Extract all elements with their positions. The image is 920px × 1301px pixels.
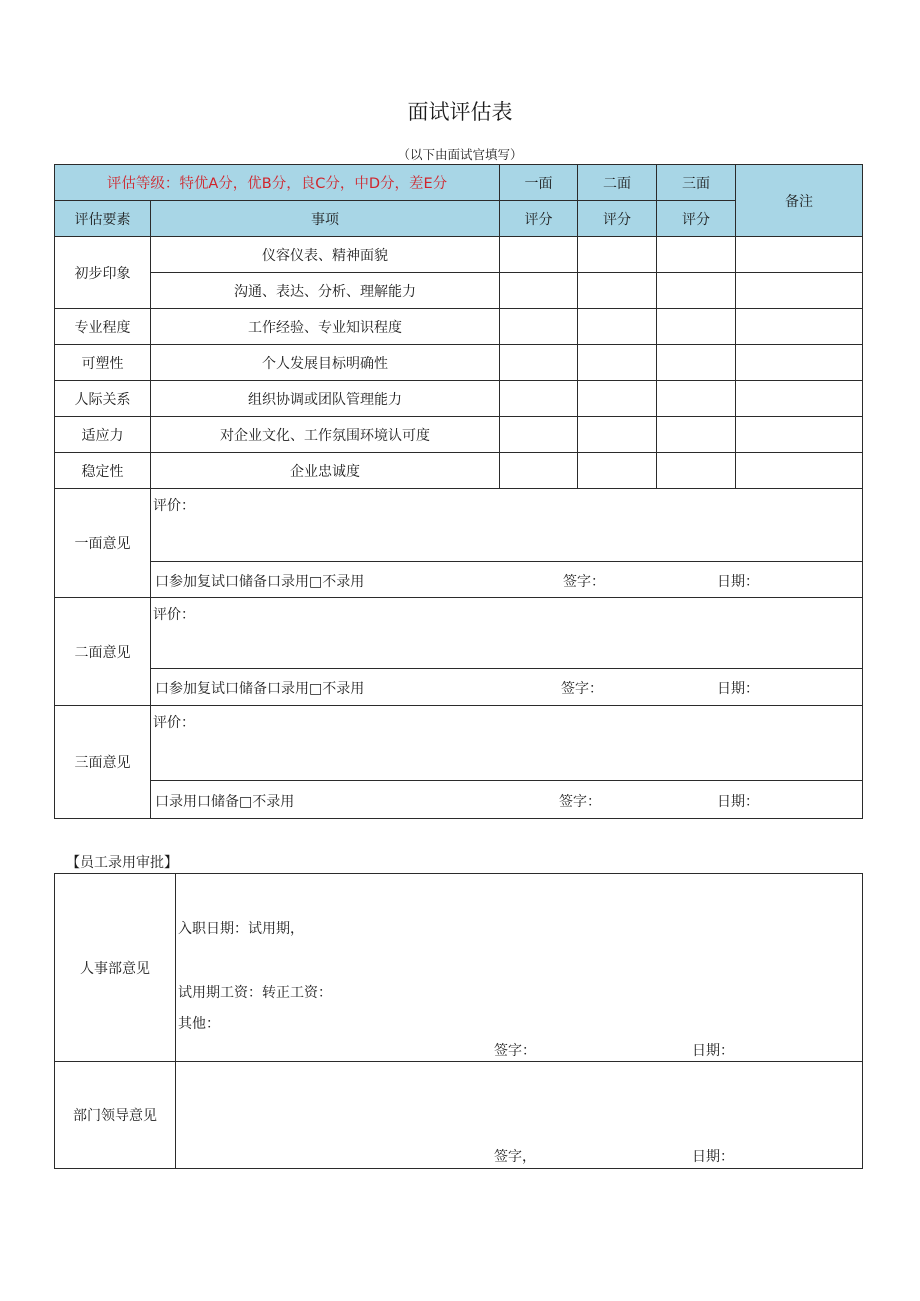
score-cell[interactable] [500, 417, 578, 453]
page-subtitle: （以下由面试官填写） [397, 147, 523, 162]
decision-row [151, 781, 863, 819]
comment-area[interactable] [151, 598, 863, 669]
round-2-score-header: 评分 [578, 201, 657, 237]
decision-options[interactable]: 口参加复试口储备口录用□不录用 [155, 574, 365, 590]
hr-opinion-label: 人事部意见 [55, 874, 176, 1062]
factor-cell: 适应力 [55, 417, 151, 453]
hr-opinion-area[interactable] [176, 874, 863, 1062]
sign-label: 签字： [563, 574, 605, 590]
approval-section-title: 【员工录用审批】 [66, 855, 178, 871]
round-3-header: 三面 [657, 165, 736, 201]
comment-label: 评价： [153, 607, 195, 623]
score-cell[interactable] [657, 417, 736, 453]
approval-table [54, 873, 863, 1169]
score-cell[interactable] [500, 345, 578, 381]
score-cell[interactable] [500, 381, 578, 417]
grade-legend: 评估等级：特优A分，优B分，良C分，中D分，差E分 [55, 165, 500, 201]
evaluation-table [54, 164, 863, 819]
decision-row [151, 669, 863, 706]
date-label: 日期： [717, 681, 759, 697]
item-cell: 组织协调或团队管理能力 [151, 381, 500, 417]
remark-cell[interactable] [736, 417, 863, 453]
item-cell: 对企业文化、工作氛围环境认可度 [151, 417, 500, 453]
factor-cell: 可塑性 [55, 345, 151, 381]
score-cell[interactable] [578, 381, 657, 417]
item-header: 事项 [151, 201, 500, 237]
date-label: 日期： [717, 794, 759, 810]
item-cell: 企业忠诚度 [151, 453, 500, 489]
round-1-score-header: 评分 [500, 201, 578, 237]
remark-header: 备注 [736, 165, 863, 237]
dept-opinion-label: 部门领导意见 [55, 1062, 176, 1169]
comment-area[interactable] [151, 489, 863, 562]
item-cell: 个人发展目标明确性 [151, 345, 500, 381]
sign-label: 签字： [559, 794, 601, 810]
comment-label: 评价： [153, 498, 195, 514]
decision-row [151, 562, 863, 598]
decision-options[interactable]: 口参加复试口储备口录用□不录用 [155, 681, 365, 697]
score-cell[interactable] [500, 273, 578, 309]
hr-line-salary: 试用期工资：转正工资： [178, 985, 332, 1001]
score-cell[interactable] [578, 417, 657, 453]
round-2-header: 二面 [578, 165, 657, 201]
remark-cell[interactable] [736, 381, 863, 417]
item-cell: 沟通、表达、分析、理解能力 [151, 273, 500, 309]
sign-label: 签字： [561, 681, 603, 697]
item-cell: 工作经验、专业知识程度 [151, 309, 500, 345]
page-title: 面试评估表 [407, 100, 513, 124]
score-cell[interactable] [657, 453, 736, 489]
score-cell[interactable] [657, 237, 736, 273]
remark-cell[interactable] [736, 237, 863, 273]
comment-area[interactable] [151, 706, 863, 781]
dept-opinion-area[interactable] [176, 1062, 863, 1169]
remark-cell[interactable] [736, 453, 863, 489]
score-cell[interactable] [657, 309, 736, 345]
score-cell[interactable] [500, 309, 578, 345]
score-cell[interactable] [657, 273, 736, 309]
score-cell[interactable] [578, 273, 657, 309]
score-cell[interactable] [578, 309, 657, 345]
score-cell[interactable] [657, 345, 736, 381]
factor-cell: 人际关系 [55, 381, 151, 417]
round-1-header: 一面 [500, 165, 578, 201]
date-label: 日期： [692, 1043, 734, 1059]
sign-label: 签字， [494, 1149, 536, 1165]
sign-label: 签字： [494, 1043, 536, 1059]
score-cell[interactable] [657, 381, 736, 417]
factor-cell: 初步印象 [55, 237, 151, 309]
opinion-label: 二面意见 [55, 598, 151, 706]
score-cell[interactable] [500, 453, 578, 489]
score-cell[interactable] [500, 237, 578, 273]
item-cell: 仪容仪表、精神面貌 [151, 237, 500, 273]
remark-cell[interactable] [736, 273, 863, 309]
score-cell[interactable] [578, 453, 657, 489]
factor-header: 评估要素 [55, 201, 151, 237]
remark-cell[interactable] [736, 309, 863, 345]
decision-options[interactable]: 口录用口储备□不录用 [155, 794, 295, 810]
score-cell[interactable] [578, 345, 657, 381]
hr-line-entry: 入职日期：试用期， [178, 921, 304, 937]
factor-cell: 稳定性 [55, 453, 151, 489]
hr-line-other: 其他： [178, 1016, 220, 1032]
remark-cell[interactable] [736, 345, 863, 381]
score-cell[interactable] [578, 237, 657, 273]
opinion-label: 三面意见 [55, 706, 151, 819]
date-label: 日期： [692, 1149, 734, 1165]
round-3-score-header: 评分 [657, 201, 736, 237]
comment-label: 评价： [153, 715, 195, 731]
date-label: 日期： [717, 574, 759, 590]
opinion-label: 一面意见 [55, 489, 151, 598]
factor-cell: 专业程度 [55, 309, 151, 345]
